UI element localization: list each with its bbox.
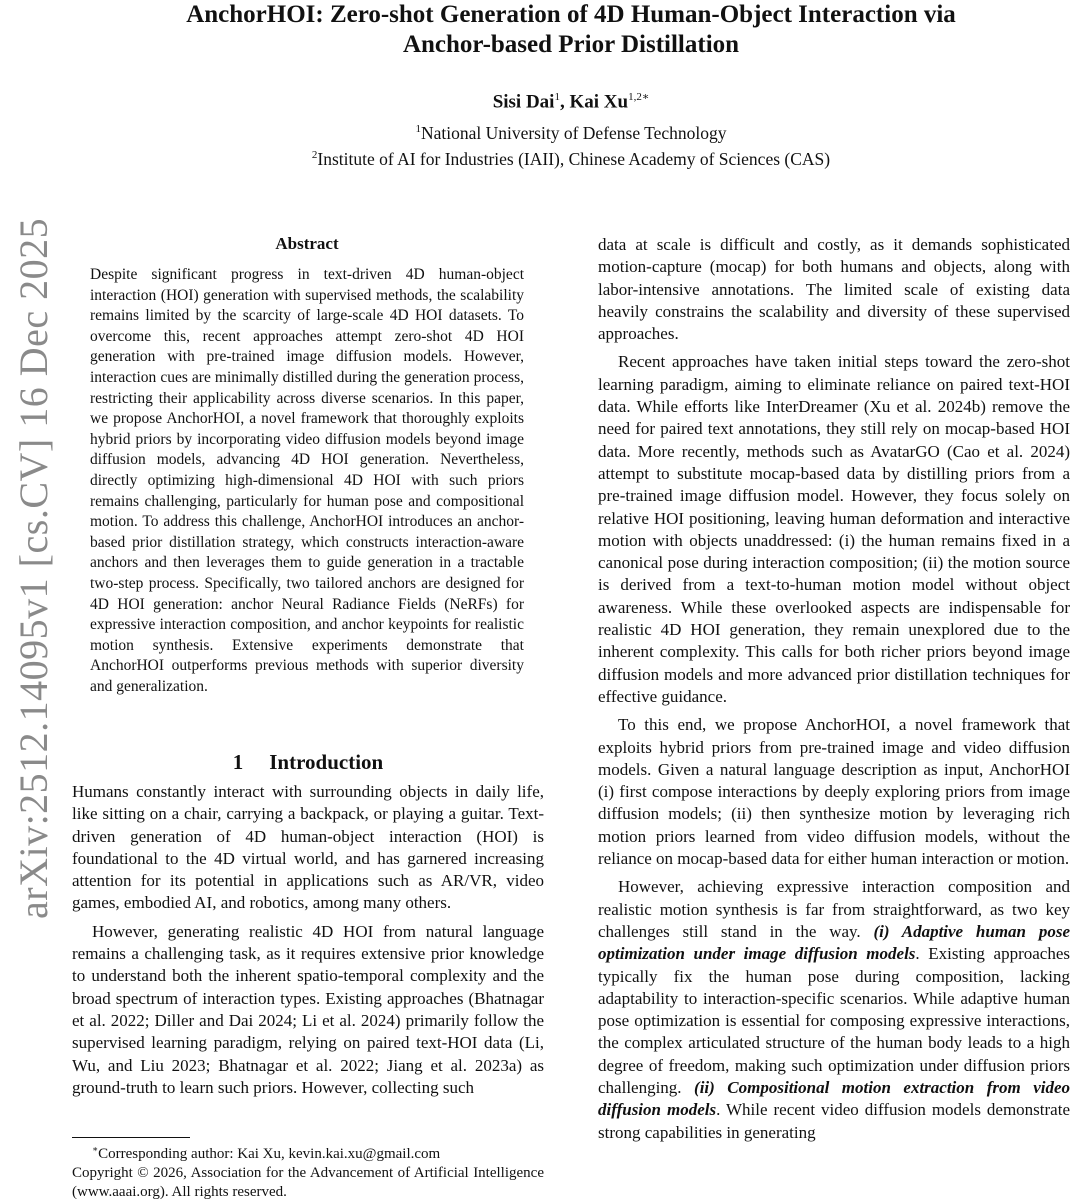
challenge-emphasis: (i) Adaptive human pose optimization under image diffusion models [598, 921, 1070, 964]
paragraph-text: . While recent video diffusion models demonstrate strong capabilities in generating [598, 1100, 1070, 1142]
body-paragraph: data at scale is difficult and costly, as it demands sophisticated motion-capture (mocap) for both humans and objects, along with labor-intensive annotations. The limited scale of existing data heavily constrains the scalability and diversity of these supervised approaches. [598, 235, 1070, 344]
author-affiliation-mark: 1 [554, 91, 560, 103]
abstract-heading: Abstract [275, 234, 339, 253]
author-affiliation-mark: 1,2∗ [628, 91, 650, 103]
abstract-text: Despite significant progress in text-driven 4D human-object interaction (HOI) generation with supervised methods, the scalability remains limited by the scarcity of large-scale 4D HOI datasets. To overcome this, recent approaches attempt zero-shot 4D HOI generation with pre-trained image diffusion models. However, interaction cues are minimally distilled during the generation process, restricting their applicability across diverse scenarios. In this paper, we propose AnchorHOI, a novel framework that thoroughly exploits hybrid priors by incorporating video diffusion models beyond image diffusion models, advancing 4D HOI generation. Nevertheless, directly optimizing high-dimensional 4D HOI with such priors remains challenging, particularly for human pose and compositional motion. To address this challenge, AnchorHOI introduces an anchor-based prior distillation strategy, which constructs interaction-aware anchors and then leverages them to guide generation in a tractable two-step process. Specifically, two tailored anchors are designed for 4D HOI generation: anchor Neural Radiance Fields (NeRFs) for expressive interaction composition, and anchor keypoints for realistic motion synthesis. Extensive experiments demonstrate that AnchorHOI outperforms previous methods with superior diversity and generalization. [90, 266, 524, 695]
footnote-corresponding-author [72, 1140, 544, 1164]
footnotes [72, 1140, 544, 1201]
body-paragraph: However, generating realistic 4D HOI from natural language remains a challenging task, as it requires extensive prior knowledge to understand both the inherent spatio-temporal complexity and the broad spectrum of interaction types. Existing approaches (Bhatnagar et al. 2022; Diller and Dai 2024; Li et al. 2024) primarily follow the supervised learning paradigm, relying on paired text-HOI data (Li, Wu, and Liu 2023; Bhatnagar et al. 2022; Jiang et al. 2023a) as ground-truth to learn such priors. However, collecting such [72, 921, 544, 1097]
footnote-mark: ∗ [92, 1144, 99, 1154]
introduction-left-column [72, 781, 544, 1099]
challenge-emphasis: (ii) Compositional motion extraction from video diffusion models [598, 1077, 1071, 1120]
author-name: Sisi Dai [492, 91, 555, 113]
body-paragraph: Humans constantly interact with surrounding objects in daily life, like sitting on a chair, carrying a backpack, or playing a guitar. Text-driven generation of 4D human-object interaction (HOI) is foundational to the 4D virtual world, and has garnered increasing attention for its potential in applications such as AR/VR, video games, embodied AI, and robotics, among many others. [72, 782, 544, 913]
footnote-copyright: Copyright © 2026, Association for the Advancement of Artificial Intelligence (www.aaai.org). All rights reserved. [72, 1164, 544, 1200]
body-paragraph: Recent approaches have taken initial steps toward the zero-shot learning paradigm, aiming to eliminate reliance on paired text-HOI data. While efforts like InterDreamer (Xu et al. 2024b) remove the need for paired text annotations, they still rely on mocap-based HOI data. More recently, methods such as AvatarGO (Cao et al. 2024) attempt to substitute mocap-based data by distilling priors from a pre-trained image diffusion model. However, they focus solely on relative HOI positioning, leaving human deformation and interactive motion with objects unaddressed: (i) the human remains fixed in a canonical pose during interaction composition; (ii) the motion source is derived from a text-to-human motion model without object awareness. While these overlooked aspects are indispensable for realistic 4D HOI generation, they remain unexplored due to the inherent complexity. This calls for both richer priors beyond image diffusion models and more advanced prior distillation techniques for effective guidance. [598, 352, 1070, 706]
title-line-2: Anchor-based Prior Distillation [402, 31, 740, 58]
section-title: Introduction [269, 750, 384, 774]
paragraph-text: . Existing approaches typically fix the human pose during composition, lacking adaptability to interaction-specific scenarios. While adaptive human pose optimization is essential for composing expressive interactions, the complex articulated structure of the human body leads to a high degree of freedom, making such optimization under diffusion priors challenging. [598, 944, 1070, 1097]
paragraph-text: However, achieving expressive interaction composition and realistic motion synthesis is far from straightforward, as two key challenges still stand in the way. [598, 877, 1070, 941]
paper-title [72, 0, 1070, 60]
introduction-right-column [598, 234, 1070, 1144]
affiliation-name: National University of Defense Technology [420, 122, 727, 143]
affiliation [72, 144, 1070, 170]
affiliation-mark: 2 [311, 148, 318, 161]
section-number: 1 [232, 750, 244, 774]
author-list [72, 85, 1070, 114]
section-heading-introduction [72, 750, 544, 775]
arxiv-identifier-stamp: arXiv:2512.14095v1 [cs.CV] 16 Dec 2025 [11, 217, 56, 919]
affiliation-mark: 1 [415, 123, 421, 135]
affiliation-name: Institute of AI for Industries (IAII), Chinese Academy of Sciences (CAS) [317, 148, 831, 169]
author-separator: , [559, 91, 570, 113]
affiliation-list [72, 118, 1070, 170]
title-line-1: AnchorHOI: Zero-shot Generation of 4D Human-Object Interaction via [186, 1, 956, 28]
affiliation [72, 118, 1070, 144]
body-paragraph: To this end, we propose AnchorHOI, a novel framework that exploits hybrid priors from pre-trained image and video diffusion models. Given a natural language description as input, AnchorHOI (i) first compose interactions by deeply exploring priors from image diffusion models; (ii) then synthesize motion by leveraging rich motion priors learned from video diffusion models, without the reliance on mocap-based data for either human interaction or motion. [598, 715, 1070, 869]
footnote-text: Corresponding author: Kai Xu, kevin.kai.xu@gmail.com [98, 1146, 441, 1162]
body-paragraph [598, 876, 1070, 1144]
author-name: Kai Xu [569, 91, 629, 113]
footnote-divider [72, 1137, 190, 1138]
